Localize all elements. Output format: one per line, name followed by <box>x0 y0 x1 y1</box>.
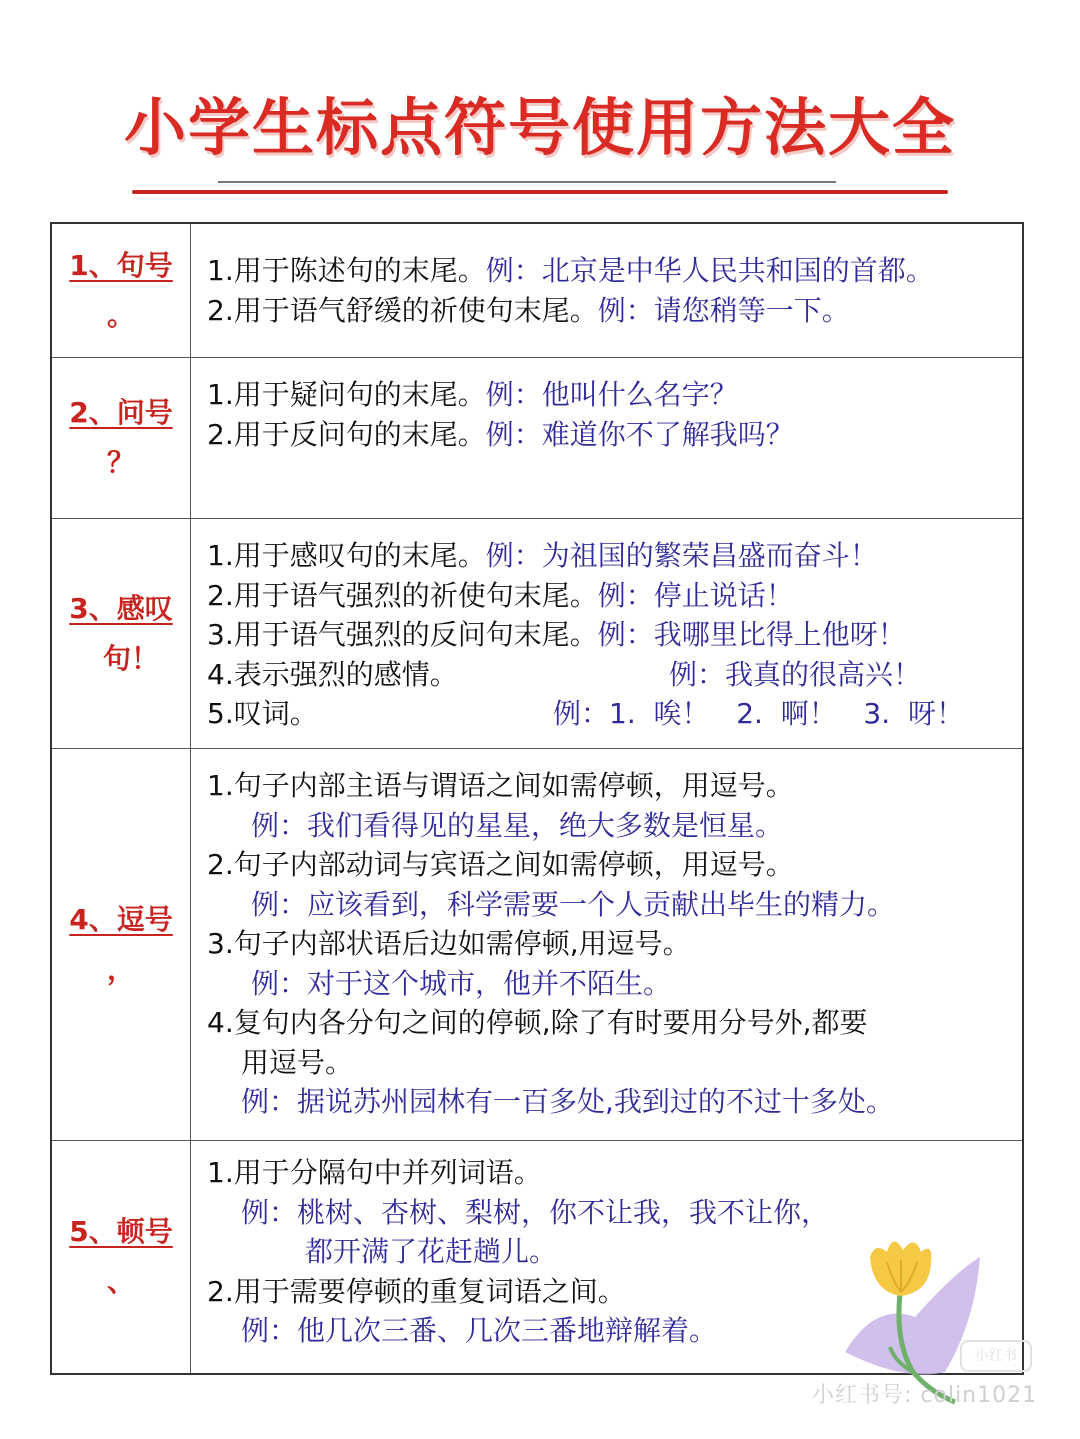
rule-line: 2.句子内部动词与宾语之间如需停顿，用逗号。 <box>207 848 794 881</box>
row-label-cell <box>52 519 191 748</box>
rule-line: 1.句子内部主语与谓语之间如需停顿，用逗号。 <box>207 769 794 802</box>
rule-line: 3.用于语气强烈的反问句末尾。例：我哪里比得上他呀！ <box>207 618 906 651</box>
watermark-badge: 小红书 <box>960 1340 1032 1372</box>
example-text: 例：我哪里比得上他呀！ <box>597 618 906 651</box>
example-text: 例：请您稍等一下。 <box>597 293 850 327</box>
example-text: 例：北京是中华人民共和国的首都。 <box>485 254 934 287</box>
example-text: 例：为祖国的繁荣昌盛而奋斗！ <box>485 539 878 572</box>
row-label: 1、句号 <box>69 248 173 282</box>
example-text: 例：1. 唉！ 2. 啊！ 3. 呀！ <box>553 697 964 730</box>
table-row <box>52 518 1022 748</box>
row-symbol: ， <box>106 952 135 986</box>
row-content <box>191 519 1022 748</box>
row-content <box>191 358 1022 518</box>
row-content <box>191 224 1022 357</box>
table-row <box>52 357 1022 518</box>
rule-line: 4.表示强烈的感情。 例：我真的很高兴！ <box>207 657 922 691</box>
row-symbol: 。 <box>106 298 135 332</box>
table-row <box>52 224 1022 357</box>
row-symbol: 、 <box>106 1265 135 1298</box>
example-text: 例：停止说话！ <box>597 578 794 612</box>
example-text: 例：难道你不了解我吗？ <box>485 417 794 451</box>
title-underline <box>132 190 948 194</box>
row-label: 3、感叹 <box>69 591 173 625</box>
rule-line: 3.句子内部状语后边如需停顿,用逗号。 <box>207 927 691 960</box>
row-label-cell <box>52 358 191 518</box>
rule-line: 1.用于疑问句的末尾。例：他叫什么名字？ <box>207 378 738 411</box>
row-content <box>191 749 1022 1140</box>
example-text: 例：桃树、杏树、梨树，你不让我，我不让你， <box>241 1195 830 1229</box>
rule-line: 2.用于需要停顿的重复词语之间。 <box>207 1274 626 1308</box>
example-text: 例：我真的很高兴！ <box>669 657 922 691</box>
rule-line: 1.用于分隔句中并列词语。 <box>207 1156 542 1189</box>
example-text: 例：对于这个城市，他并不陌生。 <box>251 966 672 1000</box>
row-label-cell <box>52 1141 191 1373</box>
row-label: 2、问号 <box>69 396 173 429</box>
table-row <box>52 748 1022 1140</box>
watermark-text: 小红书号: colin1021 <box>812 1383 1038 1408</box>
row-symbol: 句！ <box>102 641 159 675</box>
row-label-cell <box>52 749 191 1140</box>
example-text: 例：我们看得见的星星，绝大多数是恒星。 <box>251 808 784 842</box>
rule-line: 4.复句内各分句之间的停顿,除了有时要用分号外,都要 <box>207 1006 868 1039</box>
example-text: 例：据说苏州园林有一百多处,我到过的不过十多处。 <box>241 1085 894 1118</box>
page-title: 小学生标点符号使用方法大全 <box>123 91 956 164</box>
rule-line: 2.用于语气舒缓的祈使句末尾。例：请您稍等一下。 <box>207 293 850 327</box>
example-text: 例：应该看到，科学需要一个人贡献出毕生的精力。 <box>251 887 896 921</box>
rule-line: 5.叹词。 例：1. 唉！ 2. 啊！ 3. 呀！ <box>207 697 964 730</box>
example-text: 都开满了花赶趟儿。 <box>305 1235 558 1268</box>
row-label: 5、顿号 <box>69 1215 173 1248</box>
rule-line: 2.用于反问句的末尾。例：难道你不了解我吗？ <box>207 417 794 451</box>
title-underline-thin <box>218 181 836 183</box>
rule-line: 1.用于感叹句的末尾。例：为祖国的繁荣昌盛而奋斗！ <box>207 539 878 572</box>
punctuation-table <box>50 222 1024 1375</box>
row-symbol: ？ <box>106 446 135 479</box>
row-label-cell <box>52 224 191 357</box>
row-label: 4、逗号 <box>69 902 173 936</box>
rule-line: 1.用于陈述句的末尾。例：北京是中华人民共和国的首都。 <box>207 254 934 287</box>
example-text: 例：他叫什么名字？ <box>485 378 738 411</box>
example-text: 例：他几次三番、几次三番地辩解着。 <box>241 1314 718 1347</box>
rule-line: 2.用于语气强烈的祈使句末尾。例：停止说话！ <box>207 578 794 612</box>
rule-line: 用逗号。 <box>241 1045 354 1079</box>
